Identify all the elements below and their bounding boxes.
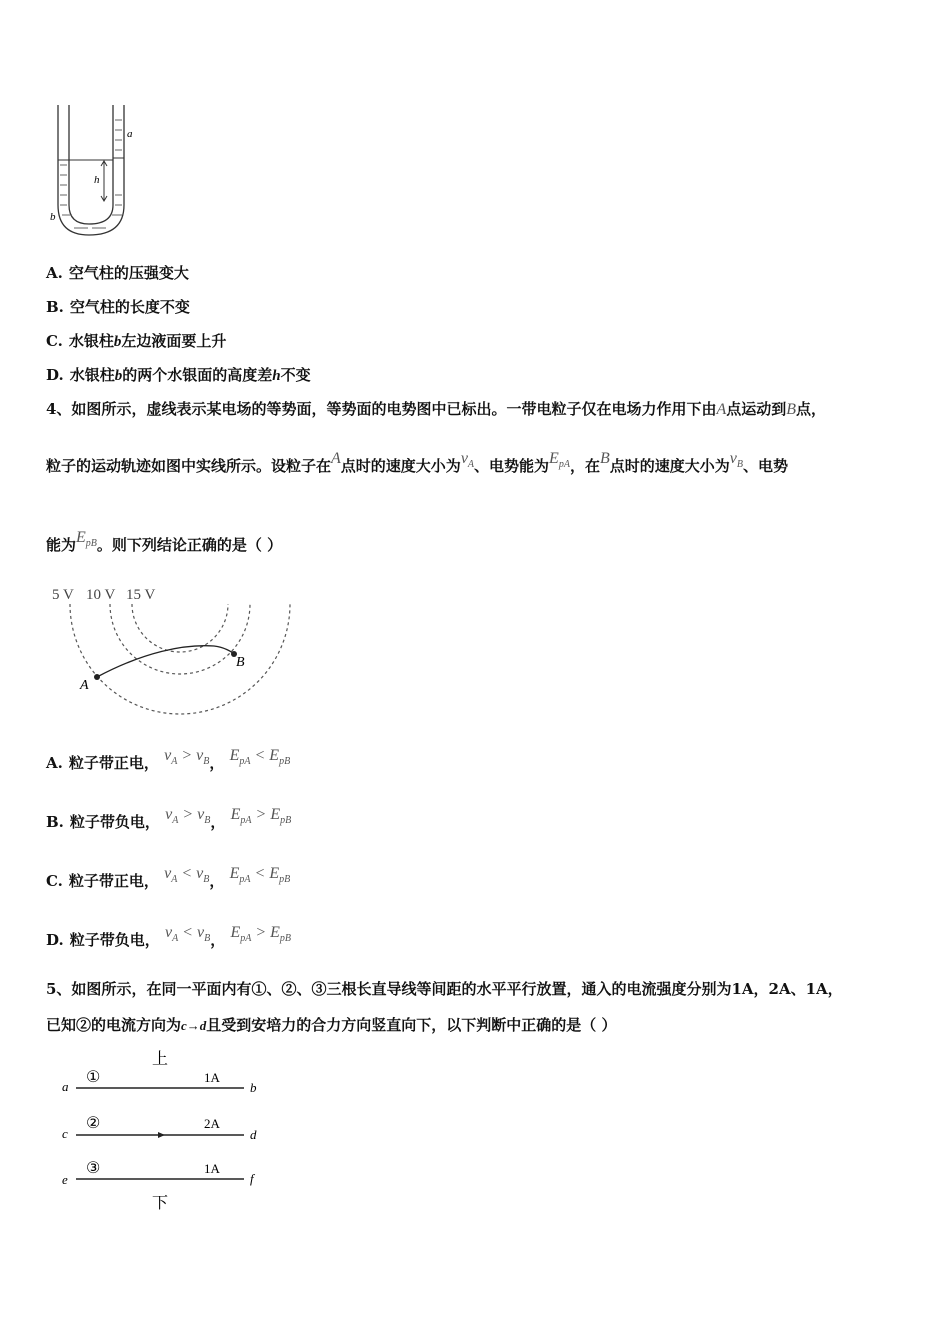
u-tube-figure (44, 100, 144, 240)
wire1-left: a (62, 1079, 69, 1094)
wire3-num: ③ (86, 1160, 101, 1177)
q4-option-a[interactable]: A. 粒子带正电， $v_A > v_B$， $E_{pA} < E_{pB}$ (46, 747, 291, 772)
q3-option-b[interactable]: B. 空气柱的长度不变 (46, 298, 190, 316)
parallel-wires-figure (54, 1044, 274, 1214)
label-a: a (127, 128, 133, 140)
label-h: h (94, 174, 100, 186)
label-15v: 15 V (126, 587, 156, 603)
label-5v: 5 V (52, 587, 74, 603)
q5-line-1: 5、如图所示，在同一平面内有①、②、③三根长直导线等间距的水平平行放置，通入的电流强度分别为1A，2A、1A， (46, 980, 843, 998)
q4-line-3: 能为$E_{pB}$。则下列结论正确的是（ ） (46, 529, 283, 554)
label-bottom: 下 (152, 1195, 169, 1212)
label-10v: 10 V (86, 587, 116, 603)
equipotential-figure (44, 582, 304, 722)
q4-option-b[interactable]: B. 粒子带负电， $v_A > v_B$， $E_{pA} > E_{pB}$ (46, 806, 292, 831)
label-top: 上 (152, 1051, 169, 1068)
q3-option-d[interactable]: D. 水银柱b的两个水银面的高度差h不变 (46, 366, 311, 384)
wire3-right: f (250, 1171, 254, 1186)
wire3-left: e (62, 1172, 68, 1187)
wire2-right: d (250, 1127, 257, 1142)
label-b: b (50, 211, 56, 223)
q3-option-a[interactable]: A. 空气柱的压强变大 (46, 264, 189, 282)
point-b-label: B (236, 655, 245, 670)
q4-option-d[interactable]: D. 粒子带负电， $v_A < v_B$， $E_{pA} > E_{pB}$ (46, 924, 292, 949)
point-a-label: A (80, 678, 89, 693)
wire1-right: b (250, 1080, 257, 1095)
wire2-left: c (62, 1126, 68, 1141)
q3-option-c[interactable]: C. 水银柱b左边液面要上升 (46, 332, 227, 350)
q4-line-1: 4、如图所示，虚线表示某电场的等势面，等势面的电势图中已标出。一带电粒子仅在电场力作用下由A点运动到B点， (46, 400, 827, 418)
q4-option-c[interactable]: C. 粒子带正电， $v_A < v_B$， $E_{pA} < E_{pB}$ (46, 865, 291, 890)
q4-line-2: 粒子的运动轨迹如图中实线所示。设粒子在A点时的速度大小为$v_A$、电势能为$E_{pA}$，在B点时的速度大小为$v_B$、电势 (46, 450, 788, 475)
wire1-num: ① (86, 1069, 101, 1086)
wire1-current: 1A (204, 1070, 220, 1085)
wire2-num: ② (86, 1115, 101, 1132)
wire2-current: 2A (204, 1116, 220, 1131)
wire3-current: 1A (204, 1161, 220, 1176)
q5-line-2: 已知②的电流方向为c→d且受到安培力的合力方向竖直向下，以下判断中正确的是（ ） (46, 1016, 617, 1034)
